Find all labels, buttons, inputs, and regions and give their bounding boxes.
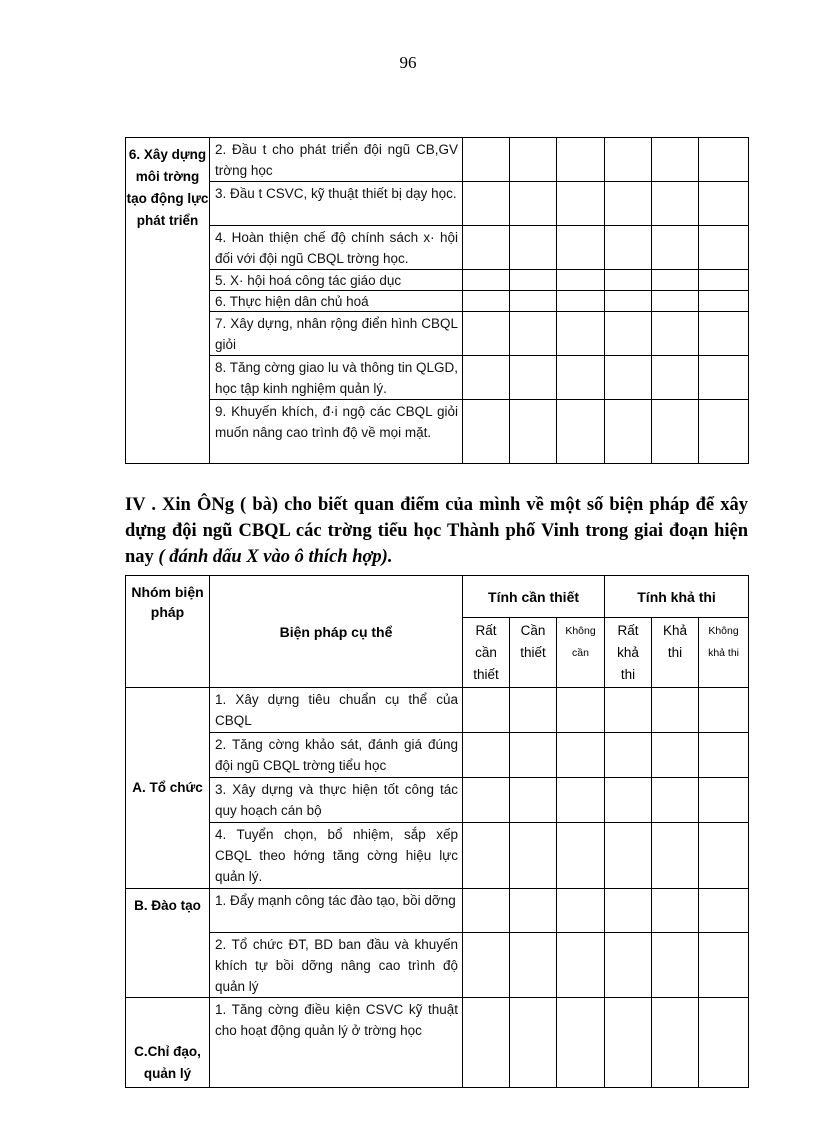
table-row	[126, 182, 749, 226]
group-label: B. Đào tạo	[126, 889, 210, 998]
check-cell[interactable]	[605, 182, 652, 226]
check-cell[interactable]	[605, 933, 652, 998]
group-label: 6. Xây dựng môi trờng tạo động lực phát triển	[126, 138, 210, 464]
table-row	[126, 312, 749, 356]
table-row	[126, 933, 749, 998]
check-cell[interactable]	[605, 823, 652, 889]
check-cell[interactable]	[557, 356, 605, 400]
check-cell[interactable]	[699, 778, 749, 823]
table-row	[126, 688, 749, 733]
check-cell[interactable]	[605, 291, 652, 312]
check-cell[interactable]	[699, 270, 749, 291]
check-cell[interactable]	[463, 312, 510, 356]
check-cell[interactable]	[463, 889, 510, 933]
check-cell[interactable]	[463, 291, 510, 312]
check-cell[interactable]	[652, 778, 699, 823]
check-cell[interactable]	[605, 998, 652, 1088]
subheader-not-feasible	[699, 618, 749, 688]
header-group: Nhóm biện pháp	[126, 576, 210, 688]
check-cell[interactable]	[463, 998, 510, 1088]
header-row	[126, 576, 749, 618]
check-cell[interactable]	[652, 400, 699, 464]
check-cell[interactable]	[605, 400, 652, 464]
check-cell[interactable]	[699, 823, 749, 889]
check-cell[interactable]	[510, 733, 557, 778]
check-cell[interactable]	[605, 733, 652, 778]
section-heading-instruction: ( đánh dấu X vào ô thích hợp).	[158, 547, 393, 567]
check-cell[interactable]	[699, 312, 749, 356]
section-heading	[125, 492, 748, 570]
check-cell[interactable]	[699, 998, 749, 1088]
header-feasibility: Tính khả thi	[605, 576, 749, 618]
subheader-very-feasible-label: Rất khả thi	[617, 623, 639, 682]
check-cell[interactable]	[463, 688, 510, 733]
check-cell[interactable]	[463, 933, 510, 998]
check-cell[interactable]	[463, 356, 510, 400]
table-row	[126, 733, 749, 778]
table-row	[126, 823, 749, 889]
check-cell[interactable]	[510, 823, 557, 889]
check-cell[interactable]	[652, 270, 699, 291]
check-cell[interactable]	[510, 998, 557, 1088]
check-cell[interactable]	[652, 291, 699, 312]
check-cell[interactable]	[510, 182, 557, 226]
check-cell[interactable]	[699, 182, 749, 226]
check-cell[interactable]	[463, 226, 510, 270]
header-measure: Biện pháp cụ thể	[210, 576, 463, 688]
table-row	[126, 226, 749, 270]
measure-item: 1. Đẩy mạnh công tác đào tạo, bồi dỡng	[210, 889, 463, 933]
check-cell[interactable]	[605, 226, 652, 270]
measure-item: 8. Tăng cờng giao lu và thông tin QLGD, học tập kinh nghiệm quản lý.	[210, 356, 463, 400]
check-cell[interactable]	[605, 312, 652, 356]
check-cell[interactable]	[557, 778, 605, 823]
check-cell[interactable]	[510, 138, 557, 182]
subheader-feasible	[652, 618, 699, 688]
measure-item: 7. Xây dựng, nhân rộng điển hình CBQL giỏi	[210, 312, 463, 356]
check-cell[interactable]	[605, 778, 652, 823]
measure-item: 3. Đầu t CSVC, kỹ thuật thiết bị dạy học.	[210, 182, 463, 226]
check-cell[interactable]	[557, 688, 605, 733]
group-label: C.Chỉ đạo, quản lý	[126, 998, 210, 1088]
check-cell[interactable]	[510, 226, 557, 270]
measure-item: 1. Tăng cờng điều kiện CSVC kỹ thuật cho hoạt động quản lý ở trờng học	[210, 998, 463, 1088]
check-cell[interactable]	[463, 778, 510, 823]
check-cell[interactable]	[557, 733, 605, 778]
check-cell[interactable]	[699, 688, 749, 733]
check-cell[interactable]	[699, 889, 749, 933]
check-cell[interactable]	[652, 312, 699, 356]
check-cell[interactable]	[557, 998, 605, 1088]
check-cell[interactable]	[510, 312, 557, 356]
measure-item: 2. Tổ chức ĐT, BD ban đầu và khuyến khích tự bồi dỡng nâng cao trình độ quản lý	[210, 933, 463, 998]
table-row	[126, 889, 749, 933]
check-cell[interactable]	[652, 182, 699, 226]
check-cell[interactable]	[557, 270, 605, 291]
check-cell[interactable]	[463, 400, 510, 464]
check-cell[interactable]	[557, 291, 605, 312]
check-cell[interactable]	[652, 889, 699, 933]
table-row	[126, 778, 749, 823]
table-row	[126, 291, 749, 312]
check-cell[interactable]	[699, 291, 749, 312]
check-cell[interactable]	[557, 312, 605, 356]
check-cell[interactable]	[557, 138, 605, 182]
check-cell[interactable]	[652, 733, 699, 778]
check-cell[interactable]	[605, 356, 652, 400]
check-cell[interactable]	[463, 182, 510, 226]
check-cell[interactable]	[699, 400, 749, 464]
measure-item: 1. Xây dựng tiêu chuẩn cụ thể của CBQL	[210, 688, 463, 733]
measures-table-continued	[125, 137, 749, 464]
measures-survey-table	[125, 575, 749, 1088]
subheader-not-necessary	[557, 618, 605, 688]
check-cell[interactable]	[699, 226, 749, 270]
check-cell[interactable]	[510, 688, 557, 733]
header-necessity: Tính cần thiết	[463, 576, 605, 618]
check-cell[interactable]	[557, 889, 605, 933]
check-cell[interactable]	[605, 270, 652, 291]
measure-item: 9. Khuyến khích, đ·i ngộ các CBQL giỏi muốn nâng cao trình độ về mọi mặt.	[210, 400, 463, 464]
subheader-very-necessary	[463, 618, 510, 688]
group-label: A. Tổ chức	[126, 688, 210, 889]
measure-item: 5. X· hội hoá công tác giáo dục	[210, 270, 463, 291]
check-cell[interactable]	[510, 400, 557, 464]
subheader-very-necessary-label: Rất cần thiết	[473, 623, 499, 682]
page-number: 96	[399, 53, 417, 72]
check-cell[interactable]	[463, 823, 510, 889]
subheader-feasible-label: Khả thi	[663, 623, 688, 660]
check-cell[interactable]	[557, 400, 605, 464]
check-cell[interactable]	[557, 933, 605, 998]
subheader-necessary-label: Cần thiết	[520, 623, 546, 660]
check-cell[interactable]	[652, 688, 699, 733]
measure-item: 2. Tăng cờng khảo sát, đánh giá đúng đội ngũ CBQL trờng tiểu học	[210, 733, 463, 778]
check-cell[interactable]	[510, 889, 557, 933]
subheader-not-feasible-label: Không khả thi	[708, 625, 739, 659]
check-cell[interactable]	[699, 138, 749, 182]
check-cell[interactable]	[510, 291, 557, 312]
check-cell[interactable]	[557, 182, 605, 226]
table-row	[126, 138, 749, 182]
check-cell[interactable]	[605, 688, 652, 733]
measure-item: 4. Hoàn thiện chế độ chính sách x· hội đối với đội ngũ CBQL trờng học.	[210, 226, 463, 270]
subheader-necessary	[510, 618, 557, 688]
check-cell[interactable]	[557, 226, 605, 270]
section-heading-text: IV . Xin ÔNg ( bà) cho biết quan điểm của mình về một số biện pháp để xây dựng đội ngũ CBQL các trờng tiểu học Thành phố Vinh trong giai đoạn hiện nay	[125, 495, 748, 567]
subheader-very-feasible	[605, 618, 652, 688]
check-cell[interactable]	[652, 356, 699, 400]
measure-item: 2. Đầu t cho phát triển đội ngũ CB,GV trờng học	[210, 138, 463, 182]
table-row	[126, 400, 749, 464]
check-cell[interactable]	[510, 356, 557, 400]
check-cell[interactable]	[510, 778, 557, 823]
check-cell[interactable]	[652, 138, 699, 182]
check-cell[interactable]	[463, 270, 510, 291]
table-row	[126, 998, 749, 1088]
check-cell[interactable]	[699, 356, 749, 400]
check-cell[interactable]	[699, 733, 749, 778]
check-cell[interactable]	[463, 138, 510, 182]
check-cell[interactable]	[652, 998, 699, 1088]
check-cell[interactable]	[463, 733, 510, 778]
measure-item: 4. Tuyển chọn, bổ nhiệm, sắp xếp CBQL theo hớng tăng cờng hiệu lực quản lý.	[210, 823, 463, 889]
check-cell[interactable]	[510, 933, 557, 998]
table-row	[126, 356, 749, 400]
measure-item: 3. Xây dựng và thực hiện tốt công tác quy hoạch cán bộ	[210, 778, 463, 823]
measure-item: 6. Thực hiện dân chủ hoá	[210, 291, 463, 312]
subheader-not-necessary-label: Không cần	[565, 625, 596, 659]
check-cell[interactable]	[605, 138, 652, 182]
check-cell[interactable]	[557, 823, 605, 889]
check-cell[interactable]	[652, 823, 699, 889]
check-cell[interactable]	[652, 933, 699, 998]
check-cell[interactable]	[652, 226, 699, 270]
table-row	[126, 270, 749, 291]
check-cell[interactable]	[510, 270, 557, 291]
check-cell[interactable]	[699, 933, 749, 998]
check-cell[interactable]	[605, 889, 652, 933]
